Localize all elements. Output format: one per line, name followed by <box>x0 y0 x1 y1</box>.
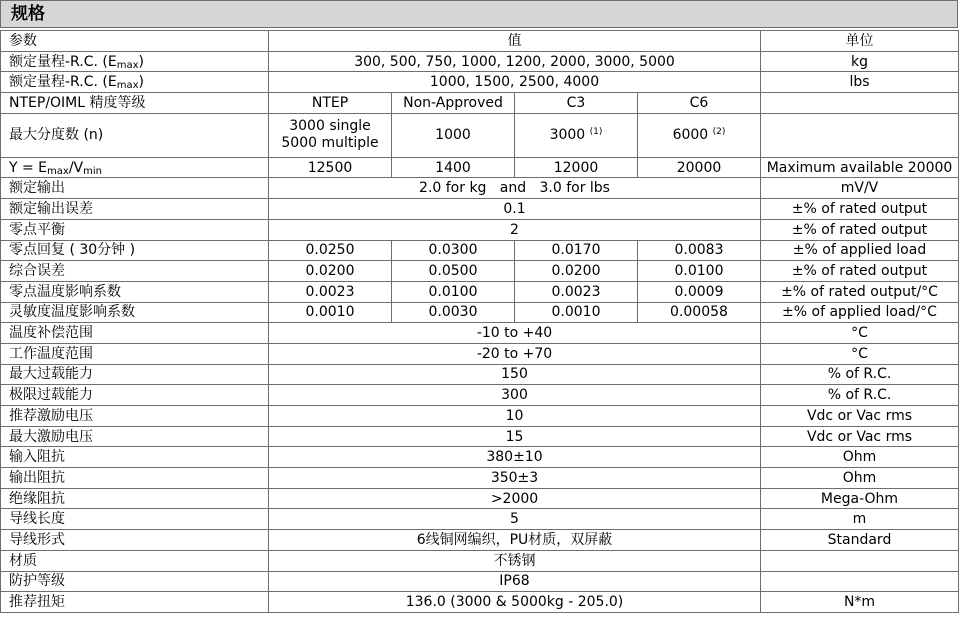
value-cell-ntep: NTEP <box>269 93 392 114</box>
table-row <box>1 550 959 571</box>
value-cell-nonapproved: 1000 <box>392 113 515 157</box>
value-cell-c3: 0.0170 <box>515 240 638 261</box>
value-cell-ntep <box>269 113 392 157</box>
unit-cell <box>761 113 959 157</box>
value-cell: 2 <box>269 219 761 240</box>
unit-cell: Mega-Ohm <box>761 488 959 509</box>
value-cell-c6: C6 <box>638 93 761 114</box>
value-cell-nonapproved: 1400 <box>392 157 515 178</box>
value-cell: 136.0 (3000 & 5000kg - 205.0) <box>269 592 761 613</box>
value-cell: 15 <box>269 426 761 447</box>
table-row <box>1 571 959 592</box>
value-cell-ntep: 0.0010 <box>269 302 392 323</box>
param-cell: 工作温度范围 <box>1 343 269 364</box>
value-cell-ntep: 0.0200 <box>269 261 392 282</box>
section-title: 规格 <box>0 0 958 28</box>
unit-cell: ±% of rated output <box>761 261 959 282</box>
value-cell-c6: 0.00058 <box>638 302 761 323</box>
value-cell-ntep: 0.0250 <box>269 240 392 261</box>
table-row <box>1 72 959 93</box>
param-cell: 额定输出 <box>1 178 269 199</box>
value-cell: 300, 500, 750, 1000, 1200, 2000, 3000, 5000 <box>269 51 761 72</box>
value-cell-ntep: 12500 <box>269 157 392 178</box>
table-row <box>1 488 959 509</box>
value-cell: 6线铜网编织，PU材质，双屏蔽 <box>269 530 761 551</box>
unit-cell: °C <box>761 323 959 344</box>
value-cell-c3: 0.0023 <box>515 281 638 302</box>
unit-cell <box>761 571 959 592</box>
unit-cell: lbs <box>761 72 959 93</box>
table-row <box>1 509 959 530</box>
param-cell: 输出阻抗 <box>1 468 269 489</box>
table-row <box>1 240 959 261</box>
value-cell-nonapproved: 0.0100 <box>392 281 515 302</box>
table-row <box>1 93 959 114</box>
param-cell <box>1 72 269 93</box>
table-row <box>1 343 959 364</box>
value-cell-c6: 0.0100 <box>638 261 761 282</box>
table-row <box>1 406 959 427</box>
value-cell: 1000, 1500, 2500, 4000 <box>269 72 761 93</box>
unit-cell: N*m <box>761 592 959 613</box>
footnote-marker: (2) <box>712 126 726 137</box>
param-cell: 导线长度 <box>1 509 269 530</box>
unit-cell: °C <box>761 343 959 364</box>
table-row <box>1 323 959 344</box>
value-cell-nonapproved: 0.0500 <box>392 261 515 282</box>
value-cell: IP68 <box>269 571 761 592</box>
param-text: 额定量程-R.C. (E <box>9 74 117 91</box>
table-row <box>1 178 959 199</box>
param-cell: 防护等级 <box>1 571 269 592</box>
value-cell: 2.0 for kg and 3.0 for lbs <box>269 178 761 199</box>
unit-cell: Ohm <box>761 468 959 489</box>
table-row <box>1 199 959 220</box>
value-cell-c6: 0.0009 <box>638 281 761 302</box>
value-cell: 300 <box>269 385 761 406</box>
value-cell-c3: 12000 <box>515 157 638 178</box>
value-cell: 350±3 <box>269 468 761 489</box>
value-cell: 150 <box>269 364 761 385</box>
table-header-row <box>1 31 959 52</box>
unit-cell: Maximum available 20000 <box>761 157 959 178</box>
value-cell: 10 <box>269 406 761 427</box>
param-subscript: max <box>47 165 69 177</box>
value-cell: 5 <box>269 509 761 530</box>
value-text: 6000 <box>672 126 709 143</box>
param-text: 额定量程-R.C. (E <box>9 53 117 70</box>
value-cell-c3: C3 <box>515 93 638 114</box>
param-cell: 最大激励电压 <box>1 426 269 447</box>
value-text: 3000 <box>549 126 586 143</box>
unit-cell: ±% of rated output <box>761 199 959 220</box>
unit-cell: Vdc or Vac rms <box>761 426 959 447</box>
table-row <box>1 51 959 72</box>
param-cell: 推荐激励电压 <box>1 406 269 427</box>
table-row <box>1 113 959 157</box>
param-subscript: min <box>83 165 102 177</box>
unit-cell: kg <box>761 51 959 72</box>
param-cell: 额定输出误差 <box>1 199 269 220</box>
param-cell: 综合误差 <box>1 261 269 282</box>
unit-cell: ±% of rated output/°C <box>761 281 959 302</box>
param-subscript: max <box>116 80 139 92</box>
param-subscript: max <box>116 59 139 71</box>
param-text-mid: /V <box>68 159 84 176</box>
unit-cell <box>761 93 959 114</box>
value-cell: 不锈钢 <box>269 550 761 571</box>
unit-cell: Vdc or Vac rms <box>761 406 959 427</box>
param-cell: 灵敏度温度影响系数 <box>1 302 269 323</box>
param-cell: 最大分度数 (n) <box>1 113 269 157</box>
value-cell: >2000 <box>269 488 761 509</box>
table-row <box>1 592 959 613</box>
table-row <box>1 468 959 489</box>
param-text-end: ) <box>138 53 144 70</box>
table-row <box>1 302 959 323</box>
unit-cell: % of R.C. <box>761 385 959 406</box>
param-text: Y = E <box>9 159 48 176</box>
param-cell: 极限过载能力 <box>1 385 269 406</box>
param-text-end: ) <box>138 74 144 91</box>
param-cell: 绝缘阻抗 <box>1 488 269 509</box>
param-cell: 输入阻抗 <box>1 447 269 468</box>
value-cell: 380±10 <box>269 447 761 468</box>
value-cell-nonapproved: 0.0300 <box>392 240 515 261</box>
value-line: 5000 multiple <box>281 135 379 152</box>
table-row <box>1 157 959 178</box>
table-row <box>1 530 959 551</box>
value-cell: -20 to +70 <box>269 343 761 364</box>
value-cell: -10 to +40 <box>269 323 761 344</box>
param-cell <box>1 51 269 72</box>
param-cell: 零点温度影响系数 <box>1 281 269 302</box>
table-row <box>1 261 959 282</box>
unit-cell: m <box>761 509 959 530</box>
value-cell-c3: 0.0010 <box>515 302 638 323</box>
value-cell-c3: 0.0200 <box>515 261 638 282</box>
footnote-marker: (1) <box>589 126 603 137</box>
table-row <box>1 385 959 406</box>
unit-cell: Ohm <box>761 447 959 468</box>
unit-cell: ±% of applied load/°C <box>761 302 959 323</box>
value-cell-c6: 0.0083 <box>638 240 761 261</box>
value-cell: 0.1 <box>269 199 761 220</box>
unit-cell: mV/V <box>761 178 959 199</box>
unit-cell: ±% of applied load <box>761 240 959 261</box>
value-cell-nonapproved: 0.0030 <box>392 302 515 323</box>
header-value: 值 <box>269 31 761 52</box>
param-cell: 零点回复 ( 30分钟 ) <box>1 240 269 261</box>
table-row <box>1 281 959 302</box>
unit-cell: Standard <box>761 530 959 551</box>
value-cell-c6 <box>638 113 761 157</box>
unit-cell <box>761 550 959 571</box>
spec-table <box>0 30 959 613</box>
header-unit: 单位 <box>761 31 959 52</box>
table-row <box>1 219 959 240</box>
table-row <box>1 364 959 385</box>
param-cell: 零点平衡 <box>1 219 269 240</box>
param-cell: 最大过载能力 <box>1 364 269 385</box>
table-row <box>1 426 959 447</box>
value-line: 3000 single <box>289 118 371 135</box>
param-cell: 温度补偿范围 <box>1 323 269 344</box>
table-row <box>1 447 959 468</box>
header-param: 参数 <box>1 31 269 52</box>
param-cell: 导线形式 <box>1 530 269 551</box>
value-cell-c3 <box>515 113 638 157</box>
param-cell: 推荐扭矩 <box>1 592 269 613</box>
param-cell: 材质 <box>1 550 269 571</box>
value-cell-ntep: 0.0023 <box>269 281 392 302</box>
param-cell: NTEP/OIML 精度等级 <box>1 93 269 114</box>
value-cell-c6: 20000 <box>638 157 761 178</box>
unit-cell: % of R.C. <box>761 364 959 385</box>
unit-cell: ±% of rated output <box>761 219 959 240</box>
param-cell <box>1 157 269 178</box>
value-cell-nonapproved: Non-Approved <box>392 93 515 114</box>
